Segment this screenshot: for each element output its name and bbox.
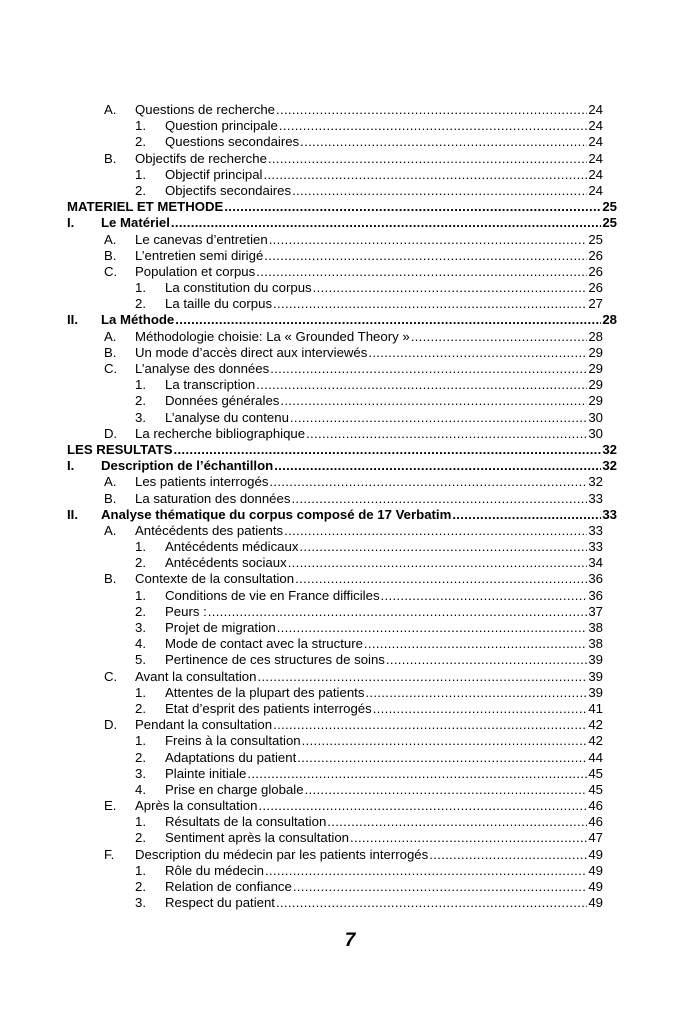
toc-entry-page: 46	[588, 814, 603, 830]
toc-dot-leader	[284, 523, 587, 539]
toc-entry-number: 2.	[135, 879, 146, 894]
toc-entry-number: 2.	[135, 700, 146, 716]
toc-entry-page: 39	[588, 668, 603, 684]
toc-entry-title: Méthodologie choisie: La « Grounded Theory »	[135, 328, 410, 344]
toc-entry	[67, 571, 617, 587]
toc-dot-leader	[171, 215, 601, 231]
toc-dot-leader	[257, 669, 587, 685]
toc-entry-number: 2.	[135, 830, 146, 846]
toc-dot-leader	[258, 798, 587, 814]
toc-entry-title: Pertinence de ces structures de soins	[165, 652, 385, 668]
toc-entry-number: 1.	[135, 733, 146, 749]
toc-entry-number: 1.	[135, 166, 146, 182]
toc-entry-title: Respect du patient	[165, 895, 275, 911]
table-of-contents	[67, 102, 617, 911]
toc-entry-number: II.	[67, 312, 78, 328]
toc-entry-page: 45	[588, 765, 603, 781]
toc-entry-number: 5.	[135, 652, 146, 668]
toc-entry-number: C.	[104, 668, 118, 684]
toc-entry	[67, 491, 617, 507]
toc-entry-number: 2.	[135, 749, 146, 765]
toc-entry	[67, 669, 617, 685]
toc-entry-page: 25	[588, 231, 603, 247]
toc-entry-number: A.	[104, 522, 117, 538]
toc-entry-title: Objectifs de recherche	[135, 150, 267, 166]
toc-dot-leader	[224, 199, 601, 215]
toc-entry	[67, 134, 617, 150]
toc-dot-leader	[273, 717, 587, 733]
toc-dot-leader	[291, 491, 587, 507]
toc-entry-page: 46	[588, 798, 603, 814]
toc-entry	[67, 652, 617, 668]
page-number: 7	[344, 930, 356, 951]
toc-entry-title: Objectifs secondaires	[165, 182, 292, 198]
toc-entry-number: I.	[67, 458, 75, 474]
toc-entry-title: Description de l’échantillon	[101, 458, 274, 474]
toc-dot-leader	[269, 232, 588, 248]
toc-entry-title: Questions secondaires	[165, 134, 300, 150]
toc-entry	[67, 701, 617, 717]
toc-dot-leader	[276, 102, 587, 118]
toc-dot-leader	[350, 830, 587, 846]
toc-entry-title: Relation de confiance	[165, 879, 292, 894]
toc-entry	[67, 830, 617, 846]
toc-dot-leader	[411, 329, 588, 345]
toc-entry-number: I.	[67, 215, 75, 231]
toc-entry-page: 27	[588, 296, 603, 312]
toc-entry-number: B.	[104, 247, 117, 263]
toc-entry	[67, 264, 617, 280]
toc-entry	[67, 167, 617, 183]
toc-entry-page: 32	[602, 441, 617, 457]
toc-entry	[67, 782, 617, 798]
toc-dot-leader	[256, 264, 587, 280]
toc-entry-page: 49	[588, 862, 603, 878]
toc-entry-title: Avant la consultation	[135, 668, 257, 684]
toc-dot-leader	[288, 555, 588, 571]
toc-entry-title: Description du médecin par les patients interrogés	[135, 846, 429, 862]
toc-entry-page: 28	[588, 328, 603, 344]
toc-entry	[67, 248, 617, 264]
toc-entry-number: B.	[104, 490, 117, 506]
toc-dot-leader	[274, 458, 601, 474]
toc-entry-title: L’analyse des données	[135, 361, 270, 376]
toc-entry-number: 2.	[135, 393, 146, 409]
toc-entry-number: 2.	[135, 296, 146, 312]
toc-entry	[67, 636, 617, 652]
toc-entry	[67, 215, 617, 231]
toc-entry-page: 45	[588, 781, 603, 797]
toc-entry	[67, 733, 617, 749]
toc-dot-leader	[263, 167, 587, 183]
toc-entry	[67, 814, 617, 830]
toc-entry	[67, 151, 617, 167]
toc-entry-page: 33	[588, 490, 603, 506]
toc-entry-page: 30	[588, 425, 603, 441]
toc-dot-leader	[364, 636, 587, 652]
toc-dot-leader	[276, 895, 587, 911]
toc-entry	[67, 523, 617, 539]
toc-entry	[67, 847, 617, 863]
toc-entry-title: Sentiment après la consultation	[165, 830, 350, 846]
toc-entry-page: 49	[588, 879, 603, 894]
toc-entry	[67, 183, 617, 199]
toc-entry-page: 29	[588, 377, 603, 393]
toc-entry	[67, 312, 617, 328]
toc-dot-leader	[270, 361, 587, 377]
toc-entry-number: B.	[104, 571, 117, 587]
toc-entry	[67, 863, 617, 879]
toc-entry-title: Freins à la consultation	[165, 733, 301, 749]
toc-entry	[67, 410, 617, 426]
toc-entry-page: 42	[588, 733, 603, 749]
toc-entry-title: Après la consultation	[135, 798, 258, 814]
toc-entry-number: E.	[104, 798, 117, 814]
toc-dot-leader	[273, 296, 587, 312]
toc-entry-title: Données générales	[165, 393, 280, 409]
toc-entry-title: Peurs :	[165, 603, 207, 619]
toc-dot-leader	[365, 685, 587, 701]
toc-entry	[67, 199, 617, 215]
toc-entry-number: 1.	[135, 814, 146, 830]
toc-entry-title: Questions de recherche	[135, 102, 276, 117]
toc-entry	[67, 442, 617, 458]
toc-dot-leader	[373, 701, 588, 717]
toc-entry-title: Contexte de la consultation	[135, 571, 295, 587]
toc-dot-leader	[268, 151, 587, 167]
toc-entry	[67, 458, 617, 474]
toc-entry-page: 24	[588, 182, 603, 198]
toc-entry-title: Mode de contact avec la structure	[165, 636, 363, 652]
toc-entry-number: C.	[104, 361, 118, 376]
toc-entry-title: La recherche bibliographique	[135, 425, 306, 441]
toc-entry-number: A.	[104, 231, 117, 247]
toc-entry-page: 38	[588, 636, 603, 652]
toc-entry-title: L’entretien semi dirigé	[135, 247, 264, 263]
toc-entry-page: 24	[588, 166, 603, 182]
toc-entry-title: La transcription	[165, 377, 256, 393]
toc-dot-leader	[280, 393, 587, 409]
toc-entry-title: Un mode d’accès direct aux interviewés	[135, 344, 368, 360]
toc-dot-leader	[297, 750, 587, 766]
toc-entry	[67, 604, 617, 620]
toc-entry-page: 39	[588, 652, 603, 668]
toc-entry	[67, 102, 617, 118]
toc-entry	[67, 329, 617, 345]
toc-entry-number: 1.	[135, 684, 146, 700]
toc-dot-leader	[264, 248, 587, 264]
toc-entry-page: 30	[588, 409, 603, 425]
toc-entry-title: Plainte initiale	[165, 765, 247, 781]
toc-dot-leader	[386, 652, 587, 668]
toc-entry-title: Antécédents des patients	[135, 522, 284, 538]
toc-entry-number: A.	[104, 474, 117, 490]
toc-entry-page: 25	[602, 199, 617, 215]
toc-entry-page: 33	[588, 539, 603, 555]
toc-entry-number: 2.	[135, 603, 146, 619]
toc-dot-leader	[293, 879, 587, 895]
toc-entry-number: B.	[104, 344, 117, 360]
toc-dot-leader	[429, 847, 587, 863]
toc-entry-title: La saturation des données	[135, 490, 291, 506]
toc-entry	[67, 750, 617, 766]
toc-entry-number: A.	[104, 328, 117, 344]
toc-entry-page: 29	[588, 344, 603, 360]
toc-entry-title: La taille du corpus	[165, 296, 273, 312]
toc-entry-number: 4.	[135, 781, 146, 797]
toc-dot-leader	[277, 620, 588, 636]
toc-entry	[67, 507, 617, 523]
toc-entry-page: 32	[588, 474, 603, 490]
toc-dot-leader	[175, 312, 601, 328]
toc-entry	[67, 377, 617, 393]
toc-entry	[67, 539, 617, 555]
toc-entry-title: Antécédents médicaux	[165, 539, 299, 555]
toc-entry-number: 3.	[135, 409, 146, 425]
toc-entry-page: 36	[588, 571, 603, 587]
toc-entry	[67, 280, 617, 296]
toc-entry-page: 24	[588, 150, 603, 166]
toc-entry-title: Question principale	[165, 118, 278, 134]
toc-entry	[67, 118, 617, 134]
toc-entry-title: LES RESULTATS	[67, 441, 173, 457]
toc-entry	[67, 426, 617, 442]
toc-entry-number: D.	[104, 717, 118, 733]
toc-entry-title: Etat d’esprit des patients interrogés	[165, 700, 372, 716]
toc-entry-number: 1.	[135, 377, 146, 393]
toc-entry-number: A.	[104, 102, 117, 117]
toc-dot-leader	[256, 377, 587, 393]
toc-entry	[67, 717, 617, 733]
toc-entry-page: 33	[602, 506, 617, 522]
toc-entry-title: Projet de migration	[165, 620, 276, 635]
toc-entry-number: 1.	[135, 118, 146, 134]
toc-entry-number: B.	[104, 150, 117, 166]
toc-dot-leader	[299, 539, 587, 555]
toc-entry-title: La Méthode	[101, 312, 175, 328]
toc-entry-page: 34	[588, 555, 603, 571]
toc-entry	[67, 555, 617, 571]
toc-entry-title: La constitution du corpus	[165, 280, 312, 296]
toc-entry-page: 24	[588, 102, 603, 117]
toc-dot-leader	[300, 134, 587, 150]
toc-entry-page: 26	[588, 247, 603, 263]
toc-entry-number: 2.	[135, 182, 146, 198]
toc-entry-title: Population et corpus	[135, 263, 256, 279]
toc-entry-number: 1.	[135, 587, 146, 603]
toc-dot-leader	[279, 118, 587, 134]
toc-entry-number: 1.	[135, 539, 146, 555]
toc-entry-title: Attentes de la plupart des patients	[165, 684, 365, 700]
toc-entry-title: L’analyse du contenu	[165, 409, 289, 425]
toc-entry	[67, 474, 617, 490]
toc-entry-number: 2.	[135, 555, 146, 571]
toc-entry-page: 29	[588, 361, 603, 376]
toc-entry-page: 26	[588, 280, 603, 296]
toc-entry	[67, 766, 617, 782]
toc-entry-title: Antécédents sociaux	[165, 555, 287, 571]
toc-entry-number: 3.	[135, 620, 146, 635]
toc-entry-number: 1.	[135, 280, 146, 296]
toc-entry-page: 49	[588, 846, 603, 862]
toc-dot-leader	[269, 474, 587, 490]
toc-entry-title: Résultats de la consultation	[165, 814, 327, 830]
toc-entry-page: 49	[588, 895, 603, 911]
toc-dot-leader	[327, 814, 587, 830]
toc-entry-number: D.	[104, 425, 118, 441]
toc-entry-page: 44	[588, 749, 603, 765]
toc-entry-number: II.	[67, 506, 78, 522]
toc-entry	[67, 620, 617, 636]
toc-entry-number: 1.	[135, 862, 146, 878]
toc-dot-leader	[247, 766, 587, 782]
toc-entry	[67, 588, 617, 604]
toc-entry-page: 28	[602, 312, 617, 328]
toc-entry-title: Rôle du médecin	[165, 862, 264, 878]
toc-entry-number: 4.	[135, 636, 146, 652]
toc-dot-leader	[306, 426, 587, 442]
toc-entry-number: 2.	[135, 134, 146, 150]
toc-entry	[67, 345, 617, 361]
toc-entry-title: Analyse thématique du corpus composé de 17 Verbatim	[101, 506, 452, 522]
toc-entry-title: Le canevas d’entretien	[135, 231, 268, 247]
toc-dot-leader	[208, 604, 588, 620]
toc-entry	[67, 393, 617, 409]
toc-entry-number: F.	[104, 846, 115, 862]
toc-entry	[67, 685, 617, 701]
toc-entry-page: 25	[602, 215, 617, 231]
toc-dot-leader	[313, 280, 588, 296]
toc-dot-leader	[368, 345, 587, 361]
toc-entry	[67, 798, 617, 814]
toc-dot-leader	[265, 863, 587, 879]
toc-dot-leader	[305, 782, 588, 798]
toc-dot-leader	[295, 571, 587, 587]
toc-entry-title: Le Matériel	[101, 215, 170, 231]
toc-dot-leader	[290, 410, 587, 426]
toc-entry-page: 24	[588, 134, 603, 150]
toc-entry-number: 3.	[135, 765, 146, 781]
toc-entry	[67, 895, 617, 911]
toc-dot-leader	[452, 507, 601, 523]
toc-entry	[67, 361, 617, 377]
toc-entry-page: 42	[588, 717, 603, 733]
toc-entry-title: MATERIEL ET METHODE	[67, 199, 224, 215]
toc-entry	[67, 232, 617, 248]
toc-entry-title: Les patients interrogés	[135, 474, 269, 490]
toc-entry-page: 33	[588, 522, 603, 538]
toc-entry-page: 36	[588, 587, 603, 603]
toc-entry-page: 26	[588, 263, 603, 279]
toc-entry-page: 37	[588, 603, 603, 619]
toc-entry-number: 3.	[135, 895, 146, 911]
toc-entry-number: C.	[104, 263, 118, 279]
toc-entry	[67, 879, 617, 895]
toc-entry-page: 24	[588, 118, 603, 134]
toc-entry-page: 41	[588, 700, 603, 716]
toc-dot-leader	[174, 442, 602, 458]
toc-entry-page: 47	[588, 830, 603, 846]
toc-entry-title: Conditions de vie en France difficiles	[165, 587, 380, 603]
toc-entry-title: Adaptations du patient	[165, 749, 297, 765]
toc-entry-page: 38	[588, 620, 603, 635]
toc-dot-leader	[302, 733, 588, 749]
toc-entry-title: Prise en charge globale	[165, 781, 304, 797]
toc-entry	[67, 296, 617, 312]
toc-entry-page: 32	[602, 458, 617, 474]
toc-entry-page: 29	[588, 393, 603, 409]
toc-entry-title: Pendant la consultation	[135, 717, 273, 733]
toc-entry-title: Objectif principal	[165, 166, 263, 182]
toc-dot-leader	[292, 183, 587, 199]
toc-dot-leader	[381, 588, 588, 604]
toc-entry-page: 39	[588, 684, 603, 700]
